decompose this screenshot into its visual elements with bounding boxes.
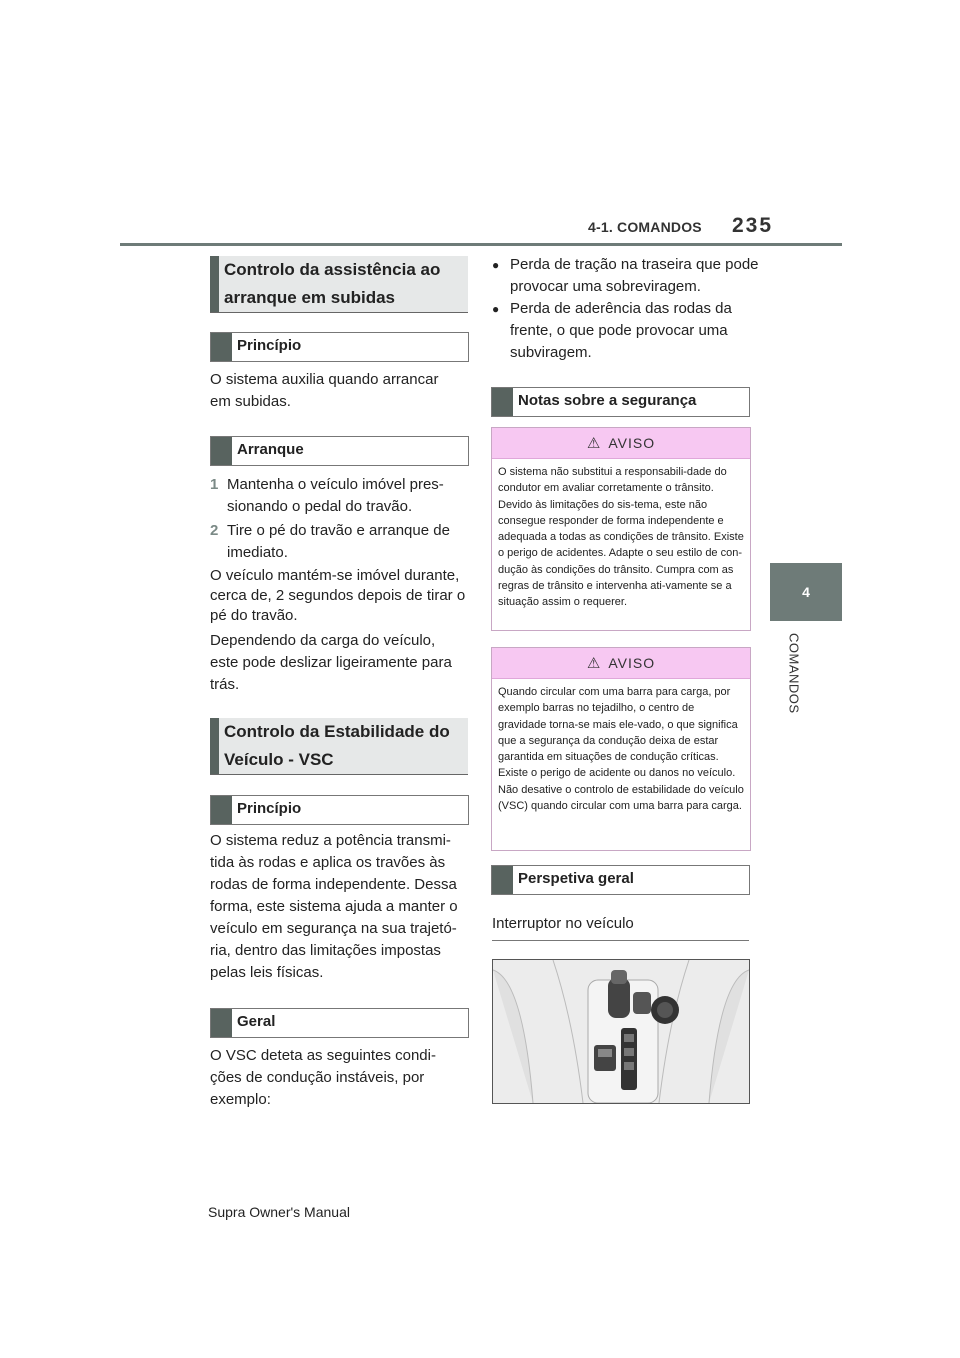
bullet-oversteer: ● Perda de tração na traseira que pode provocar uma sobreviragem.: [492, 254, 765, 298]
page-number: 235: [732, 214, 774, 237]
chapter-tab[interactable]: [770, 563, 842, 621]
heading-text: Controlo da assistência ao arranque em subidas: [224, 260, 441, 307]
hold-paragraph: O veículo mantém-se imóvel durante, cerca de, 2 segundos depois de tirar o pé do travão.: [210, 567, 466, 624]
step-2: [210, 520, 464, 564]
principle-paragraph: O sistema auxilia quando arrancar em subidas.: [210, 371, 439, 410]
console-drawing: [493, 960, 749, 1103]
footer-manual-title: Supra Owner's Manual: [208, 1204, 350, 1220]
subheading-bar: [211, 333, 232, 361]
step-number: 2: [210, 522, 219, 539]
heading-bar: [210, 718, 219, 774]
subheading-bar: [492, 866, 513, 894]
subheading-bar: [492, 388, 513, 416]
heading-vsc: [210, 718, 468, 775]
subheading-text: Perspetiva geral: [518, 870, 634, 887]
section-title: 4-1. COMANDOS: [588, 219, 702, 235]
subheading-start: [210, 436, 469, 466]
warning-text: O sistema não substitui a responsabili-dade do condutor em avaliar corretamente o trânsito. Devido às limitações do sis-tema, este não consegue responder de forma independente e adequada a todas as condições de trânsito. Existe o perigo de acidentes. Adapte o seu estilo de con-dução às condições do trânsito. Cumpra com as regras de trânsito e intervenha ati-vamente se a situação assim o requerer.: [498, 466, 744, 609]
warning-label: AVISO: [608, 655, 656, 671]
warning-header: [492, 648, 750, 679]
heading-hill-start-assist: [210, 256, 468, 313]
step-1: [210, 474, 464, 518]
bullet-understeer: ● Perda de aderência das rodas da frente, o que pode provocar uma subviragem.: [492, 298, 765, 364]
subheading-bar: [211, 796, 232, 824]
subheading-general: [210, 1008, 469, 1038]
warning-header: [492, 428, 750, 459]
subheading-principle-vsc: [210, 795, 469, 825]
subheading-text: Notas sobre a segurança: [518, 392, 697, 409]
subheading-bar: [211, 437, 232, 465]
heading-text: Controlo da Estabilidade do Veículo - VSC: [224, 722, 450, 769]
warning-triangle-icon: ⚠: [586, 435, 601, 452]
chapter-side-label: [784, 633, 804, 753]
subheading-overview: [491, 865, 750, 895]
chapter-number: 4: [802, 584, 810, 600]
vsc-paragraph: O sistema reduz a potência transmi-tida às rodas e aplica os travões às rodas de forma independente. Dessa forma, este sistema ajuda a manter o veículo em segurança na sua trajetó-ria, dentro das limitações impostas pelas leis físicas.: [210, 832, 458, 981]
general-paragraph: O VSC deteta as seguintes condi-ções de condução instáveis, por exemplo:: [210, 1047, 436, 1108]
subheading-text: Princípio: [237, 800, 302, 817]
warning-box-1: [491, 427, 751, 631]
heading-bar: [210, 256, 219, 312]
center-console-illustration: [492, 959, 750, 1104]
subheading-bar: [211, 1009, 232, 1037]
vsc-switch: [594, 1045, 616, 1071]
warning-triangle-icon: ⚠: [586, 655, 601, 672]
subheading-text: Princípio: [237, 337, 302, 354]
subheading-principle: [210, 332, 469, 362]
load-paragraph: Dependendo da carga do veículo, este pode deslizar ligeiramente para trás.: [210, 632, 452, 693]
chapter-label-text: COMANDOS: [786, 633, 802, 714]
subheading-text: Arranque: [237, 441, 304, 458]
warning-text: Quando circular com uma barra para carga, por exemplo barras no tejadilho, o centro de gravidade torna-se mais ele-vado, o que significa que a segurança da condução deixa de estar garantida em situações de condução críticas. Existe o perigo de acidente ou danos no veículo. Não desative o controlo de estabilidade do veículo (VSC) quando circular com uma barra para carga.: [498, 686, 744, 813]
header-rule: [120, 243, 842, 246]
image-caption: Interruptor no veículo: [492, 915, 749, 941]
step-text: Tire o pé do travão e arranque de imediato.: [227, 522, 450, 561]
warning-label: AVISO: [608, 435, 656, 451]
step-number: 1: [210, 476, 219, 493]
subheading-text: Geral: [237, 1013, 276, 1030]
subheading-safety: [491, 387, 750, 417]
warning-box-2: [491, 647, 751, 851]
step-text: Mantenha o veículo imóvel pres-sionando o pedal do travão.: [227, 476, 444, 515]
